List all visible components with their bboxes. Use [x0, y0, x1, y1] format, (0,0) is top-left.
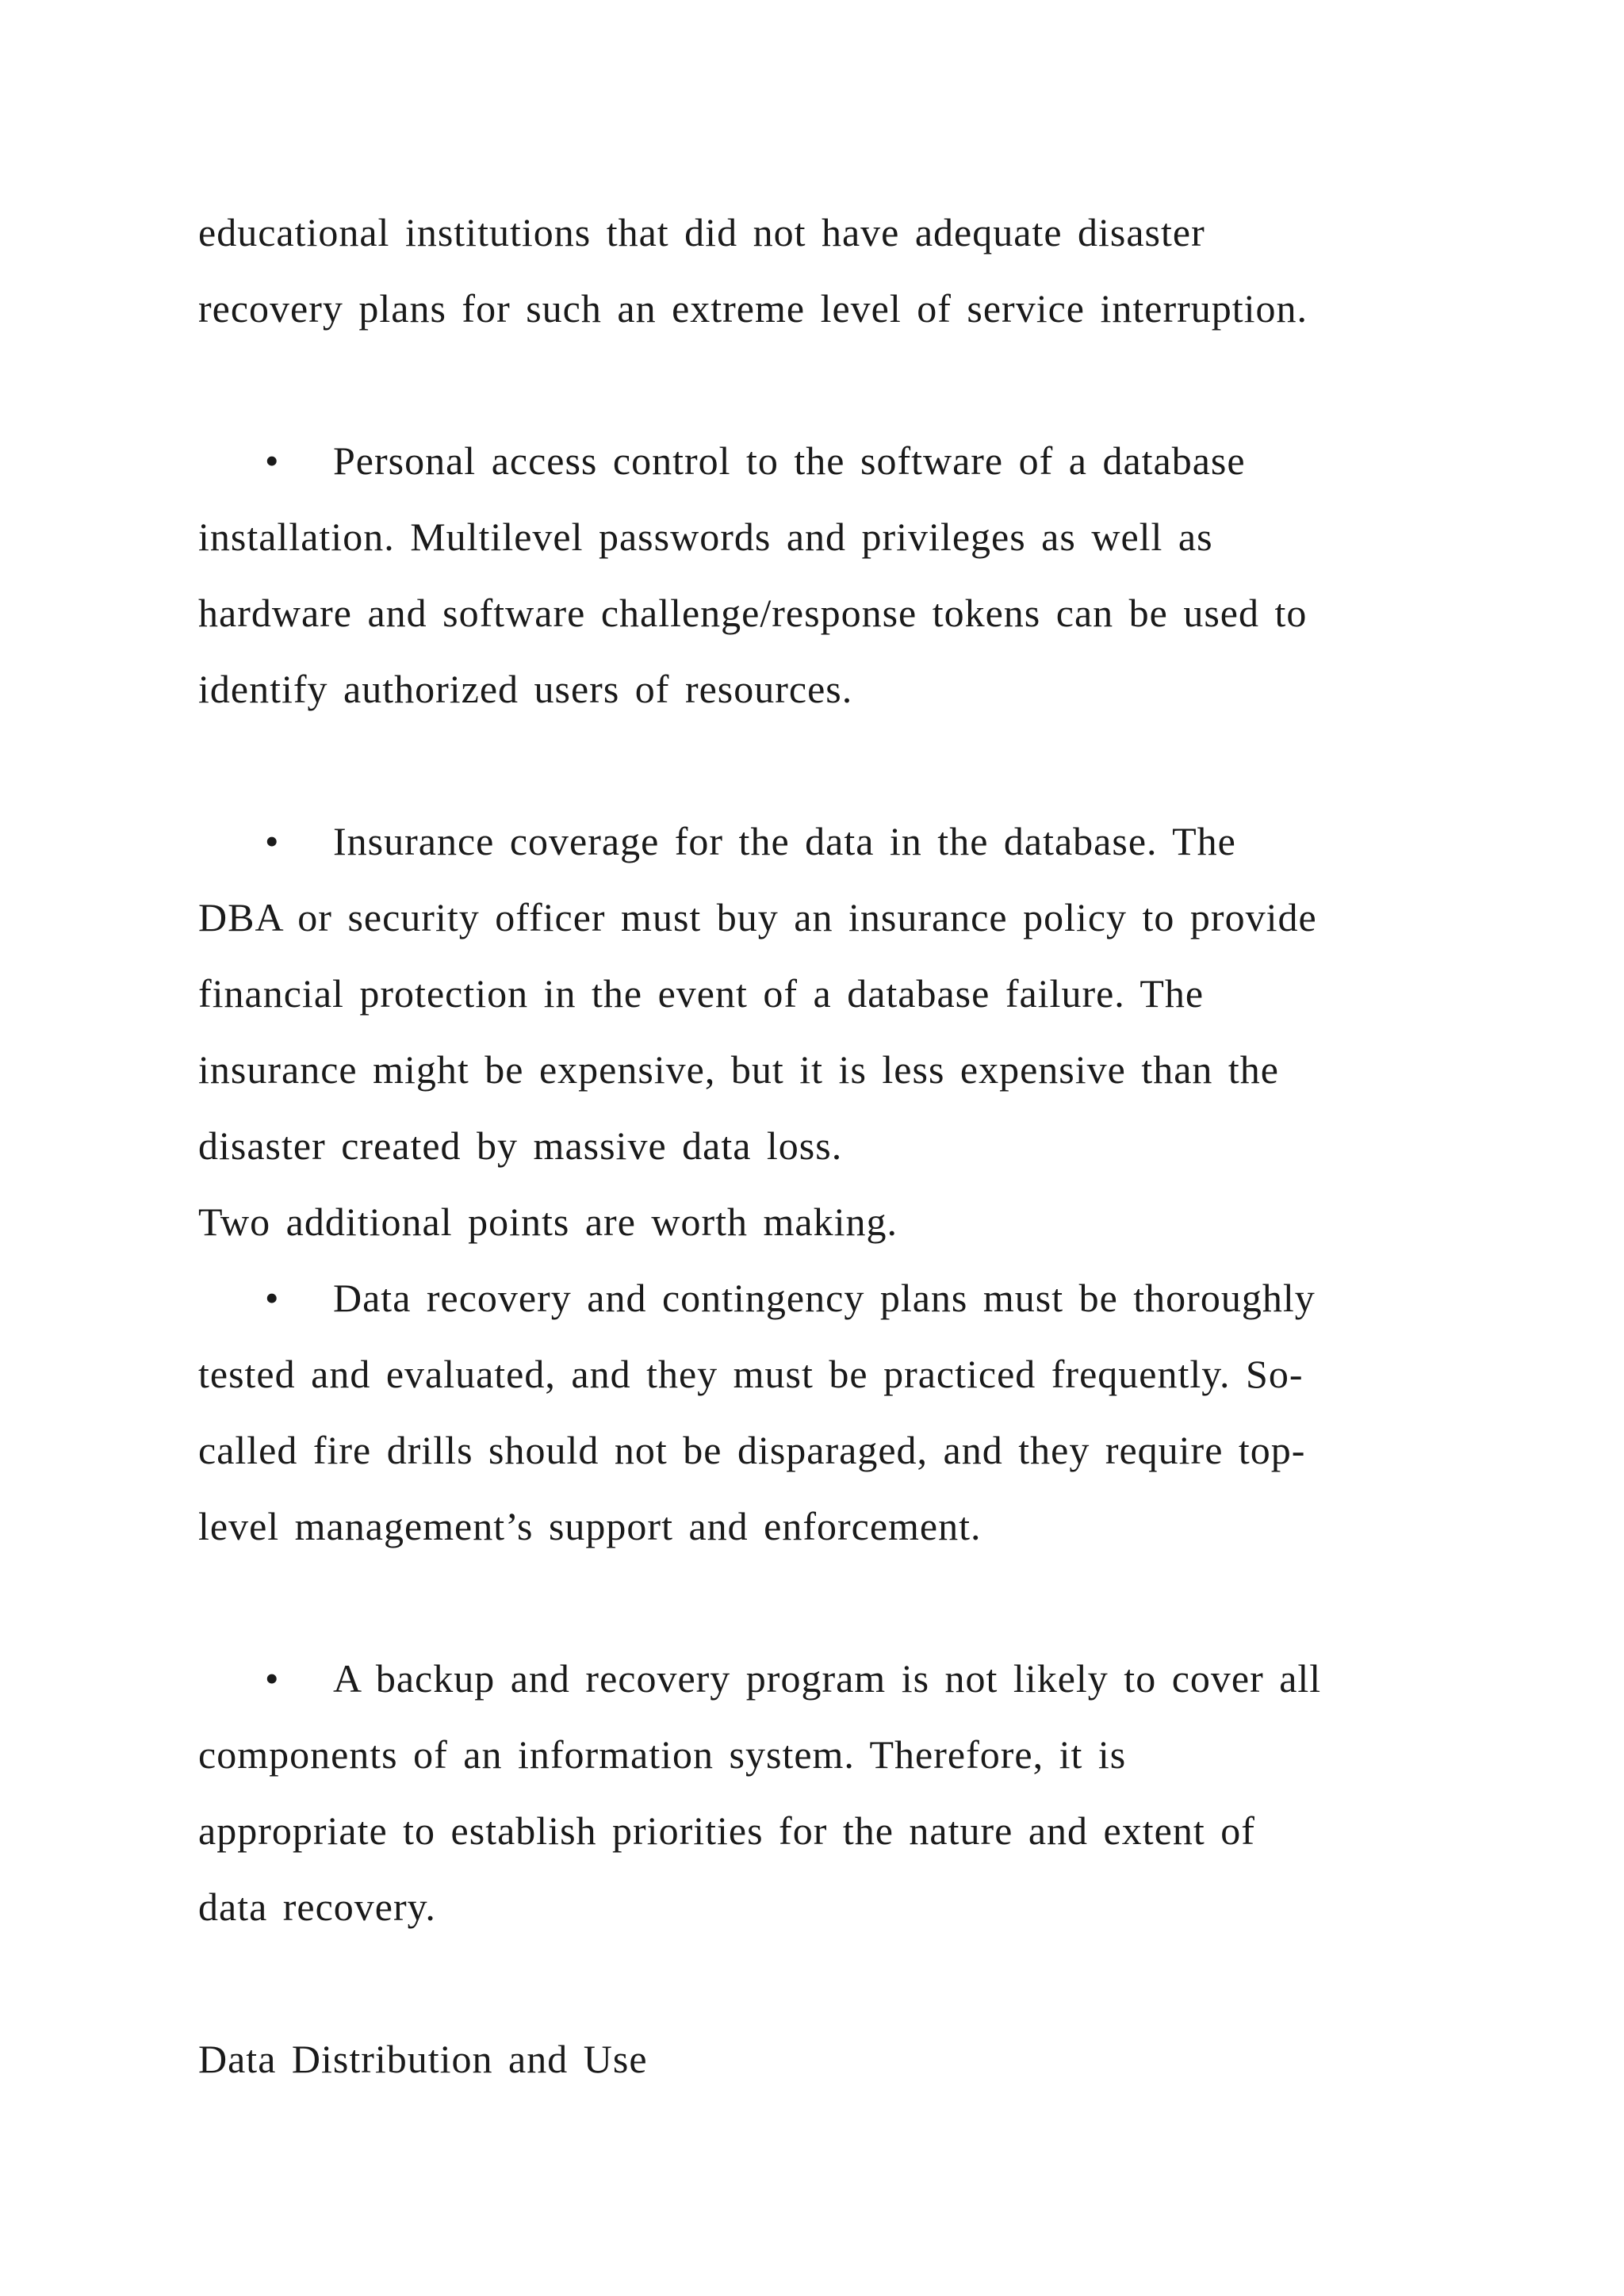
- bullet-icon: •: [265, 438, 280, 483]
- bullet-first-line: [198, 1640, 1451, 1716]
- transition-sentence: Two additional points are worth making.: [198, 1200, 898, 1244]
- bullet-item-priorities: [198, 1640, 1451, 1945]
- bullet-text: Personal access control to the software of a database: [333, 438, 1246, 483]
- bullet-icon: •: [265, 1276, 280, 1320]
- bullet-line: level management’s support and enforcement.: [198, 1504, 982, 1548]
- bullet-line: installation. Multilevel passwords and privileges as well as: [198, 515, 1213, 559]
- bullet-line: appropriate to establish priorities for the nature and extent of: [198, 1808, 1255, 1853]
- bullet-line: disaster created by massive data loss.: [198, 1123, 843, 1168]
- bullet-line: identify authorized users of resources.: [198, 667, 853, 711]
- paragraph-gap: [198, 346, 1451, 423]
- bullet-text: Insurance coverage for the data in the database. The: [333, 819, 1236, 863]
- section-heading: Data Distribution and Use: [198, 2037, 648, 2081]
- bullet-line: components of an information system. Therefore, it is: [198, 1732, 1127, 1777]
- document-page: [198, 194, 1451, 2097]
- bullet-icon: •: [265, 1656, 280, 1701]
- paragraph-gap: [198, 1564, 1451, 1640]
- bullet-line: financial protection in the event of a database failure. The: [198, 971, 1205, 1016]
- paragraph-gap: [198, 727, 1451, 803]
- bullet-line: tested and evaluated, and they must be practiced frequently. So-: [198, 1352, 1304, 1396]
- intro-line-2: recovery plans for such an extreme level of service interruption.: [198, 286, 1308, 331]
- bullet-line: data recovery.: [198, 1885, 436, 1929]
- bullet-line: called fire drills should not be disparaged, and they require top-: [198, 1428, 1306, 1472]
- bullet-line: hardware and software challenge/response tokens can be used to: [198, 591, 1308, 635]
- bullet-text: Data recovery and contingency plans must be thoroughly: [333, 1276, 1316, 1320]
- intro-line-1: educational institutions that did not have adequate disaster: [198, 210, 1205, 254]
- bullet-first-line: [198, 1260, 1451, 1336]
- bullet-item-access-control: [198, 423, 1451, 727]
- paragraph-gap: [198, 1945, 1451, 2021]
- intro-paragraph: [198, 194, 1451, 346]
- bullet-first-line: [198, 423, 1451, 499]
- bullet-item-insurance: [198, 803, 1451, 1184]
- bullet-line: DBA or security officer must buy an insurance policy to provide: [198, 895, 1317, 939]
- bullet-line: insurance might be expensive, but it is less expensive than the: [198, 1047, 1279, 1092]
- bullet-first-line: [198, 803, 1451, 879]
- bullet-icon: •: [265, 819, 280, 863]
- bullet-item-testing: [198, 1260, 1451, 1564]
- bullet-text: A backup and recovery program is not likely to cover all: [333, 1656, 1322, 1701]
